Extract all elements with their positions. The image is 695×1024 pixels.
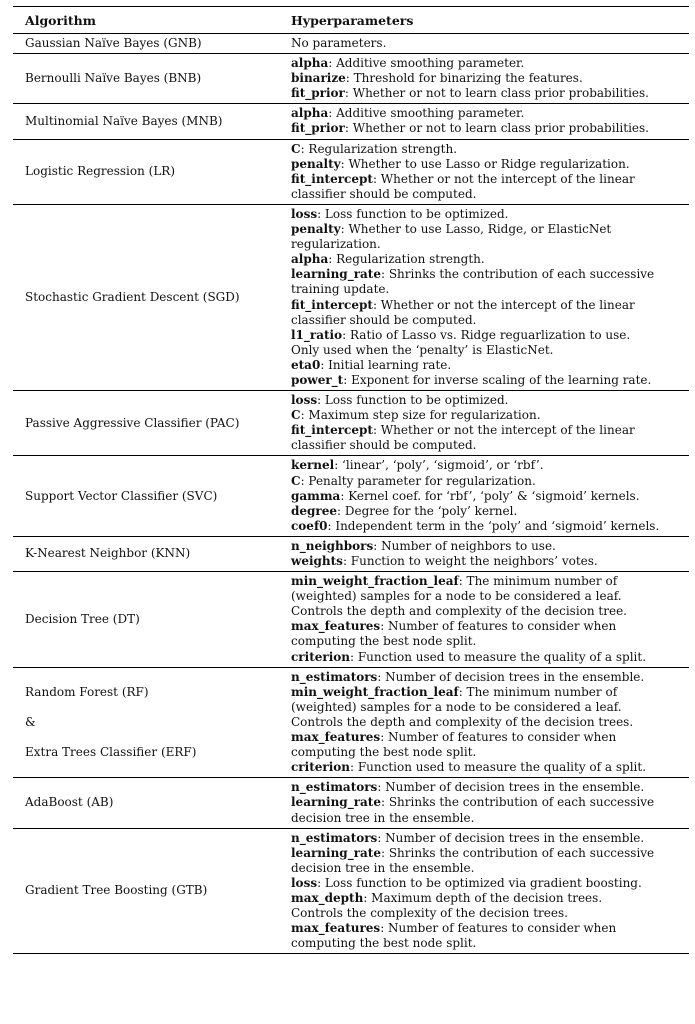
algorithm-line-gap bbox=[25, 700, 279, 715]
table-row bbox=[13, 828, 689, 954]
hyperparameter-line bbox=[291, 730, 689, 745]
hyperparameter-name: C bbox=[291, 141, 301, 156]
hyperparameter-description: Only used when the ‘penalty’ is ElasticNet. bbox=[291, 342, 554, 357]
algorithm-name: Bernoulli Naïve Bayes (BNB) bbox=[25, 71, 202, 86]
hyperparameter-name: n_estimators bbox=[291, 669, 378, 684]
algorithm-column-header: Algorithm bbox=[25, 13, 96, 28]
hyperparameter-description: No parameters. bbox=[291, 36, 387, 50]
algorithm-name: Stochastic Gradient Descent (SGD) bbox=[25, 289, 240, 304]
hyperparameter-description: (weighted) samples for a node to be considered a leaf. bbox=[291, 589, 622, 604]
table-row bbox=[13, 54, 689, 104]
algorithm-cell bbox=[13, 778, 279, 828]
hyperparameter-name: loss bbox=[291, 393, 318, 408]
hyperparameter-description: : Maximum step size for regularization. bbox=[300, 408, 541, 423]
hyperparameter-line bbox=[291, 906, 689, 921]
hyperparameter-line bbox=[291, 831, 689, 846]
hyperparameter-description: : Whether or not to learn class prior probabilities. bbox=[344, 86, 649, 101]
hyperparameter-line bbox=[291, 187, 689, 202]
hyperparameter-line bbox=[291, 86, 689, 101]
hyperparameter-line bbox=[291, 298, 689, 313]
table-row bbox=[13, 536, 689, 571]
hyperparameter-description: : Exponent for inverse scaling of the learning rate. bbox=[343, 372, 652, 387]
hyperparameter-description: : Shrinks the contribution of each successive bbox=[380, 795, 655, 810]
hyperparameter-description: : Additive smoothing parameter. bbox=[328, 106, 525, 121]
hyperparameter-line bbox=[291, 921, 689, 936]
hyperparameter-line bbox=[291, 861, 689, 876]
hyperparameter-name: learning_rate bbox=[291, 845, 381, 860]
hyperparameter-name: n_neighbors bbox=[291, 538, 374, 553]
hyperparameter-line bbox=[291, 811, 689, 826]
hyperparameter-description: : Whether to use Lasso, Ridge, or ElasticNet bbox=[340, 222, 612, 237]
hyperparameter-line bbox=[291, 408, 689, 423]
hyperparameter-description: : Maximum depth of the decision trees. bbox=[363, 890, 603, 905]
hyperparameter-description: : Number of decision trees in the ensemble. bbox=[377, 780, 645, 795]
hyperparameters-cell bbox=[279, 667, 689, 778]
table-row bbox=[13, 104, 689, 139]
hyperparameter-line bbox=[291, 554, 689, 569]
algorithm-name: Gradient Tree Boosting (GTB) bbox=[25, 883, 208, 898]
hyperparameter-line bbox=[291, 71, 689, 86]
algorithm-cell bbox=[13, 204, 279, 390]
hyperparameter-name: criterion bbox=[291, 649, 350, 664]
hyperparameters-cell bbox=[279, 104, 689, 139]
algorithm-cell bbox=[13, 572, 279, 668]
hyperparameter-description: computing the best node split. bbox=[291, 936, 477, 951]
hyperparameters-cell bbox=[279, 139, 689, 204]
algorithm-cell bbox=[13, 34, 279, 54]
hyperparameter-line bbox=[291, 619, 689, 634]
hyperparameters-column-header: Hyperparameters bbox=[291, 13, 414, 28]
hyperparameter-line bbox=[291, 393, 689, 408]
hyperparameter-description: : Loss function to be optimized via gradient boosting. bbox=[317, 875, 642, 890]
hyperparameter-line bbox=[291, 458, 689, 473]
hyperparameters-cell bbox=[279, 204, 689, 390]
hyperparameter-name: max_features bbox=[291, 730, 381, 745]
hyperparameter-description: : Kernel coef. for ‘rbf’, ‘poly’ & ‘sigmoid’ kernels. bbox=[340, 488, 640, 503]
hyperparameter-name: max_features bbox=[291, 619, 381, 634]
hyperparameter-description: : Degree for the ‘poly’ kernel. bbox=[337, 503, 518, 518]
hyperparameter-name: eta0 bbox=[291, 357, 321, 372]
hyperparameter-name: max_depth bbox=[291, 890, 364, 905]
algorithm-cell bbox=[13, 456, 279, 536]
hyperparameter-line bbox=[291, 745, 689, 760]
table-row bbox=[13, 456, 689, 536]
hyperparameters-cell bbox=[279, 34, 689, 54]
hyperparameter-description: regularization. bbox=[291, 237, 381, 252]
hyperparameter-description: : The minimum number of bbox=[458, 684, 618, 699]
hyperparameter-description: : Number of decision trees in the ensemble. bbox=[377, 830, 645, 845]
hyperparameter-line bbox=[291, 36, 689, 51]
hyperparameter-description: computing the best node split. bbox=[291, 745, 477, 760]
table-row bbox=[13, 139, 689, 204]
hyperparameter-line bbox=[291, 328, 689, 343]
hyperparameter-line bbox=[291, 474, 689, 489]
hyperparameter-description: : Number of features to consider when bbox=[380, 921, 617, 936]
hyperparameter-line bbox=[291, 715, 689, 730]
hyperparameter-line bbox=[291, 574, 689, 589]
hyperparameter-description: : Function to weight the neighbors’ votes. bbox=[342, 554, 598, 568]
algorithm-cell bbox=[13, 391, 279, 456]
hyperparameter-name: penalty bbox=[291, 156, 341, 171]
hyperparameter-name: learning_rate bbox=[291, 267, 381, 282]
algorithm-cell bbox=[13, 54, 279, 104]
hyperparameter-description: Controls the depth and complexity of the decision tree. bbox=[291, 604, 627, 619]
hyperparameter-description: : Number of features to consider when bbox=[380, 730, 617, 745]
hyperparameter-description: Controls the complexity of the decision trees. bbox=[291, 906, 568, 921]
hyperparameter-line bbox=[291, 313, 689, 328]
hyperparameter-description: : Number of features to consider when bbox=[380, 619, 617, 634]
hyperparameter-line bbox=[291, 519, 689, 534]
hyperparameter-description: Controls the depth and complexity of the decision trees. bbox=[291, 714, 634, 729]
hyperparameter-name: max_features bbox=[291, 921, 381, 936]
hyperparameter-name: coef0 bbox=[291, 518, 328, 533]
hyperparameter-description: computing the best node split. bbox=[291, 634, 477, 649]
hyperparameter-line bbox=[291, 207, 689, 222]
hyperparameter-description: : Shrinks the contribution of each successive bbox=[380, 845, 655, 860]
table-row bbox=[13, 204, 689, 390]
hyperparameter-name: alpha bbox=[291, 56, 329, 71]
hyperparameter-line bbox=[291, 222, 689, 237]
hyperparameter-name: min_weight_fraction_leaf bbox=[291, 574, 459, 589]
hyperparameter-name: loss bbox=[291, 206, 318, 221]
hyperparameter-line bbox=[291, 670, 689, 685]
hyperparameter-line bbox=[291, 891, 689, 906]
hyperparameter-line bbox=[291, 267, 689, 282]
hyperparameter-table-page bbox=[13, 6, 689, 954]
hyperparameter-description: : Additive smoothing parameter. bbox=[328, 56, 525, 71]
hyperparameter-line bbox=[291, 343, 689, 358]
hyperparameters-cell bbox=[279, 536, 689, 571]
hyperparameter-line bbox=[291, 504, 689, 519]
hyperparameter-line bbox=[291, 358, 689, 373]
table-body bbox=[13, 34, 689, 954]
hyperparameter-name: alpha bbox=[291, 252, 329, 267]
hyperparameter-name: learning_rate bbox=[291, 795, 381, 810]
hyperparameter-line bbox=[291, 423, 689, 438]
hyperparameter-description: (weighted) samples for a node to be considered a leaf. bbox=[291, 699, 622, 714]
hyperparameter-description: : Initial learning rate. bbox=[320, 357, 452, 372]
hyperparameter-description: : Loss function to be optimized. bbox=[317, 206, 509, 221]
hyperparameter-line bbox=[291, 438, 689, 453]
hyperparameter-line bbox=[291, 876, 689, 891]
hyperparameter-description: : Whether or not the intercept of the linear bbox=[372, 297, 635, 312]
algorithm-name: Passive Aggressive Classifier (PAC) bbox=[25, 415, 240, 430]
hyperparameter-name: weights bbox=[291, 554, 343, 568]
hyperparameter-name: n_estimators bbox=[291, 780, 378, 795]
table-row bbox=[13, 34, 689, 54]
hyperparameter-description: : ‘linear’, ‘poly’, ‘sigmoid’, or ‘rbf’. bbox=[334, 458, 544, 473]
hyperparameter-name: criterion bbox=[291, 760, 350, 775]
hyperparameter-name: gamma bbox=[291, 488, 341, 503]
hyperparameter-name: C bbox=[291, 408, 301, 423]
hyperparameter-name: fit_intercept bbox=[291, 423, 373, 438]
hyperparameter-line bbox=[291, 936, 689, 951]
hyperparameter-description: : Penalty parameter for regularization. bbox=[300, 473, 536, 488]
hyperparameter-line bbox=[291, 237, 689, 252]
hyperparameter-description: : Function used to measure the quality of a split. bbox=[349, 760, 647, 775]
hyperparameter-description: classifier should be computed. bbox=[291, 438, 477, 453]
hyperparameter-name: penalty bbox=[291, 222, 341, 237]
hyperparameter-name: kernel bbox=[291, 458, 335, 473]
hyperparameter-line bbox=[291, 795, 689, 810]
hyperparameter-line bbox=[291, 106, 689, 121]
hyperparameter-description: : Loss function to be optimized. bbox=[317, 393, 509, 408]
hyperparameters-cell bbox=[279, 391, 689, 456]
algorithm-cell bbox=[13, 139, 279, 204]
hyperparameter-description: : Function used to measure the quality of a split. bbox=[349, 649, 647, 664]
hyperparameter-name: alpha bbox=[291, 106, 329, 121]
algorithm-cell bbox=[13, 104, 279, 139]
hyperparameter-name: fit_prior bbox=[291, 86, 345, 101]
hyperparameter-name: C bbox=[291, 473, 301, 488]
hyperparameter-line bbox=[291, 157, 689, 172]
algorithm-name: Random Forest (RF) bbox=[25, 684, 149, 699]
hyperparameter-line bbox=[291, 780, 689, 795]
hyperparameter-description: : Whether or not the intercept of the linear bbox=[372, 423, 635, 438]
algorithm-line-gap bbox=[25, 730, 279, 745]
hyperparameter-name: min_weight_fraction_leaf bbox=[291, 684, 459, 699]
table-row bbox=[13, 391, 689, 456]
hyperparameter-description: : Regularization strength. bbox=[328, 252, 485, 267]
hyperparameter-line bbox=[291, 760, 689, 775]
hyperparameter-line bbox=[291, 650, 689, 665]
hyperparameter-line bbox=[291, 634, 689, 649]
algorithm-name: Gaussian Naïve Bayes (GNB) bbox=[25, 36, 202, 50]
table-header bbox=[13, 7, 689, 34]
algorithm-cell bbox=[13, 667, 279, 778]
hyperparameter-line bbox=[291, 589, 689, 604]
hyperparameter-name: n_estimators bbox=[291, 830, 378, 845]
hyperparameter-name: binarize bbox=[291, 71, 346, 86]
algorithm-name: Decision Tree (DT) bbox=[25, 611, 140, 626]
hyperparameter-line bbox=[291, 142, 689, 157]
hyperparameter-name: degree bbox=[291, 503, 338, 518]
algorithm-name: Multinomial Naïve Bayes (MNB) bbox=[25, 113, 223, 128]
algorithm-cell bbox=[13, 536, 279, 571]
hyperparameter-description: classifier should be computed. bbox=[291, 312, 477, 327]
header-row bbox=[13, 7, 689, 34]
hyperparameter-description: : Ratio of Lasso vs. Ridge reguarlization to use. bbox=[342, 327, 631, 342]
hyperparameter-line bbox=[291, 373, 689, 388]
hyperparameter-description: training update. bbox=[291, 282, 390, 297]
hyperparameter-description: : Number of decision trees in the ensemble. bbox=[377, 669, 645, 684]
hyperparameter-name: l1_ratio bbox=[291, 327, 343, 342]
hyperparameter-table bbox=[13, 6, 689, 954]
hyperparameter-line bbox=[291, 700, 689, 715]
hyperparameter-description: : Regularization strength. bbox=[300, 141, 458, 156]
hyperparameters-cell bbox=[279, 456, 689, 536]
hyperparameter-name: fit_intercept bbox=[291, 297, 373, 312]
hyperparameter-description: : Number of neighbors to use. bbox=[373, 538, 556, 553]
hyperparameter-description: decision tree in the ensemble. bbox=[291, 860, 475, 875]
hyperparameter-line bbox=[291, 604, 689, 619]
table-row bbox=[13, 667, 689, 778]
table-row bbox=[13, 572, 689, 668]
hyperparameter-line bbox=[291, 846, 689, 861]
table-row bbox=[13, 778, 689, 828]
hyperparameter-line bbox=[291, 56, 689, 71]
hyperparameters-cell bbox=[279, 54, 689, 104]
algorithm-name: & bbox=[25, 714, 36, 729]
hyperparameter-description: : Whether or not to learn class prior probabilities. bbox=[344, 121, 649, 136]
hyperparameter-line bbox=[291, 539, 689, 554]
hyperparameter-line bbox=[291, 489, 689, 504]
algorithm-name: Extra Trees Classifier (ERF) bbox=[25, 745, 197, 760]
hyperparameters-cell bbox=[279, 572, 689, 668]
hyperparameter-description: : Threshold for binarizing the features. bbox=[345, 71, 583, 86]
hyperparameter-description: classifier should be computed. bbox=[291, 186, 477, 201]
algorithm-name: Logistic Regression (LR) bbox=[25, 164, 176, 179]
algorithm-name: Support Vector Classifier (SVC) bbox=[25, 488, 218, 503]
hyperparameter-description: decision tree in the ensemble. bbox=[291, 810, 475, 825]
hyperparameter-line bbox=[291, 282, 689, 297]
hyperparameter-name: power_t bbox=[291, 372, 344, 387]
algorithm-cell bbox=[13, 828, 279, 954]
hyperparameter-name: loss bbox=[291, 875, 318, 890]
hyperparameter-name: fit_prior bbox=[291, 121, 345, 136]
hyperparameters-cell bbox=[279, 828, 689, 954]
hyperparameter-line bbox=[291, 685, 689, 700]
algorithm-name: K-Nearest Neighbor (KNN) bbox=[25, 546, 191, 561]
algorithm-name: AdaBoost (AB) bbox=[25, 795, 114, 810]
hyperparameter-description: : The minimum number of bbox=[458, 574, 618, 589]
hyperparameter-description: : Whether or not the intercept of the linear bbox=[372, 171, 635, 186]
hyperparameter-description: : Shrinks the contribution of each successive bbox=[380, 267, 655, 282]
hyperparameters-cell bbox=[279, 778, 689, 828]
hyperparameter-line bbox=[291, 252, 689, 267]
hyperparameter-name: fit_intercept bbox=[291, 171, 373, 186]
hyperparameter-line bbox=[291, 121, 689, 136]
hyperparameter-description: : Whether to use Lasso or Ridge regularization. bbox=[340, 156, 630, 171]
hyperparameter-description: : Independent term in the ‘poly’ and ‘sigmoid’ kernels. bbox=[327, 518, 660, 533]
hyperparameter-line bbox=[291, 172, 689, 187]
